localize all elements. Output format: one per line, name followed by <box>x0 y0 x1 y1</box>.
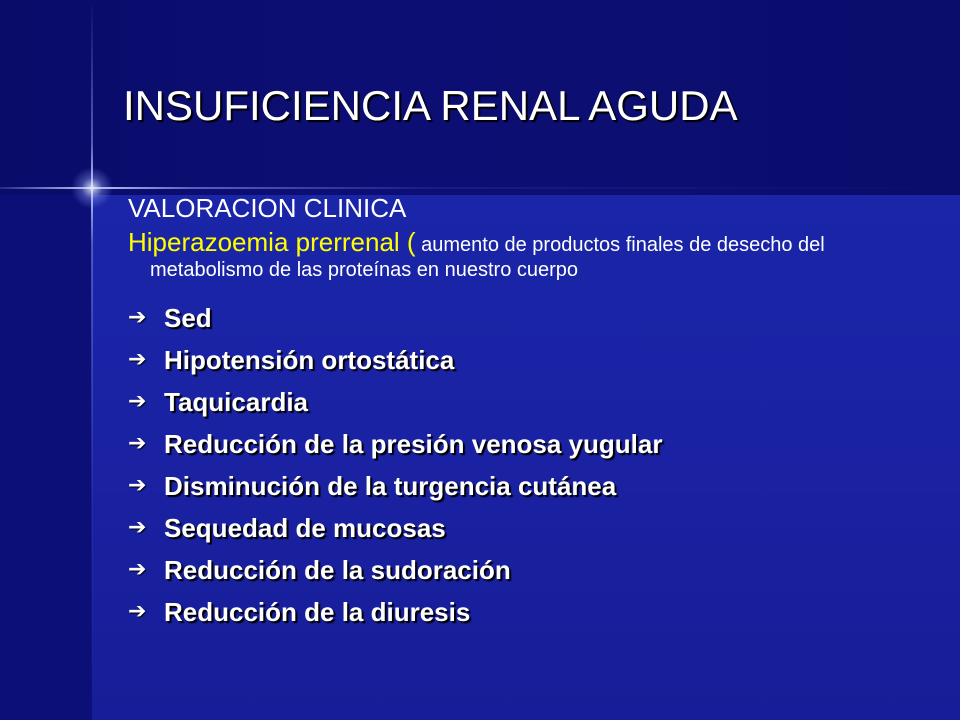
light-flare-horizontal <box>0 187 960 189</box>
description-paragraph <box>128 227 908 283</box>
list-item <box>128 549 908 591</box>
arrow-right-icon: ➔ <box>128 473 147 498</box>
list-item-text: Sequedad de mucosas <box>164 513 446 543</box>
list-item-text: Hipotensión ortostática <box>164 345 455 375</box>
list-item <box>128 339 908 381</box>
arrow-right-icon: ➔ <box>128 431 147 456</box>
list-item <box>128 381 908 423</box>
arrow-right-icon: ➔ <box>128 305 147 330</box>
arrow-right-icon: ➔ <box>128 347 147 372</box>
list-item <box>128 507 908 549</box>
slide-body <box>128 190 908 633</box>
symptom-list <box>128 297 908 633</box>
light-flare-glow <box>71 167 113 209</box>
list-item-text: Taquicardia <box>164 387 309 417</box>
arrow-right-icon: ➔ <box>128 557 147 582</box>
list-item <box>128 297 908 339</box>
slide-title: INSUFICIENCIA RENAL AGUDA <box>123 82 738 129</box>
list-item-text: Reducción de la diuresis <box>164 597 471 627</box>
arrow-right-icon: ➔ <box>128 599 147 624</box>
list-item <box>128 465 908 507</box>
light-flare-vertical <box>91 0 93 720</box>
subheading: VALORACION CLINICA <box>128 193 407 223</box>
description-text: aumento de productos finales de desecho del metabolismo de las proteínas en nuestro cuerpo <box>150 234 825 281</box>
list-item <box>128 591 908 633</box>
list-item-text: Disminución de la turgencia cutánea <box>164 471 617 501</box>
list-item-text: Reducción de la sudoración <box>164 555 511 585</box>
list-item <box>128 423 908 465</box>
arrow-right-icon: ➔ <box>128 515 147 540</box>
highlight-term: Hiperazoemia prerrenal ( <box>128 227 416 257</box>
list-item-text: Sed <box>164 303 212 333</box>
list-item-text: Reducción de la presión venosa yugular <box>164 429 663 459</box>
arrow-right-icon: ➔ <box>128 389 147 414</box>
background-left-strip <box>0 195 92 720</box>
